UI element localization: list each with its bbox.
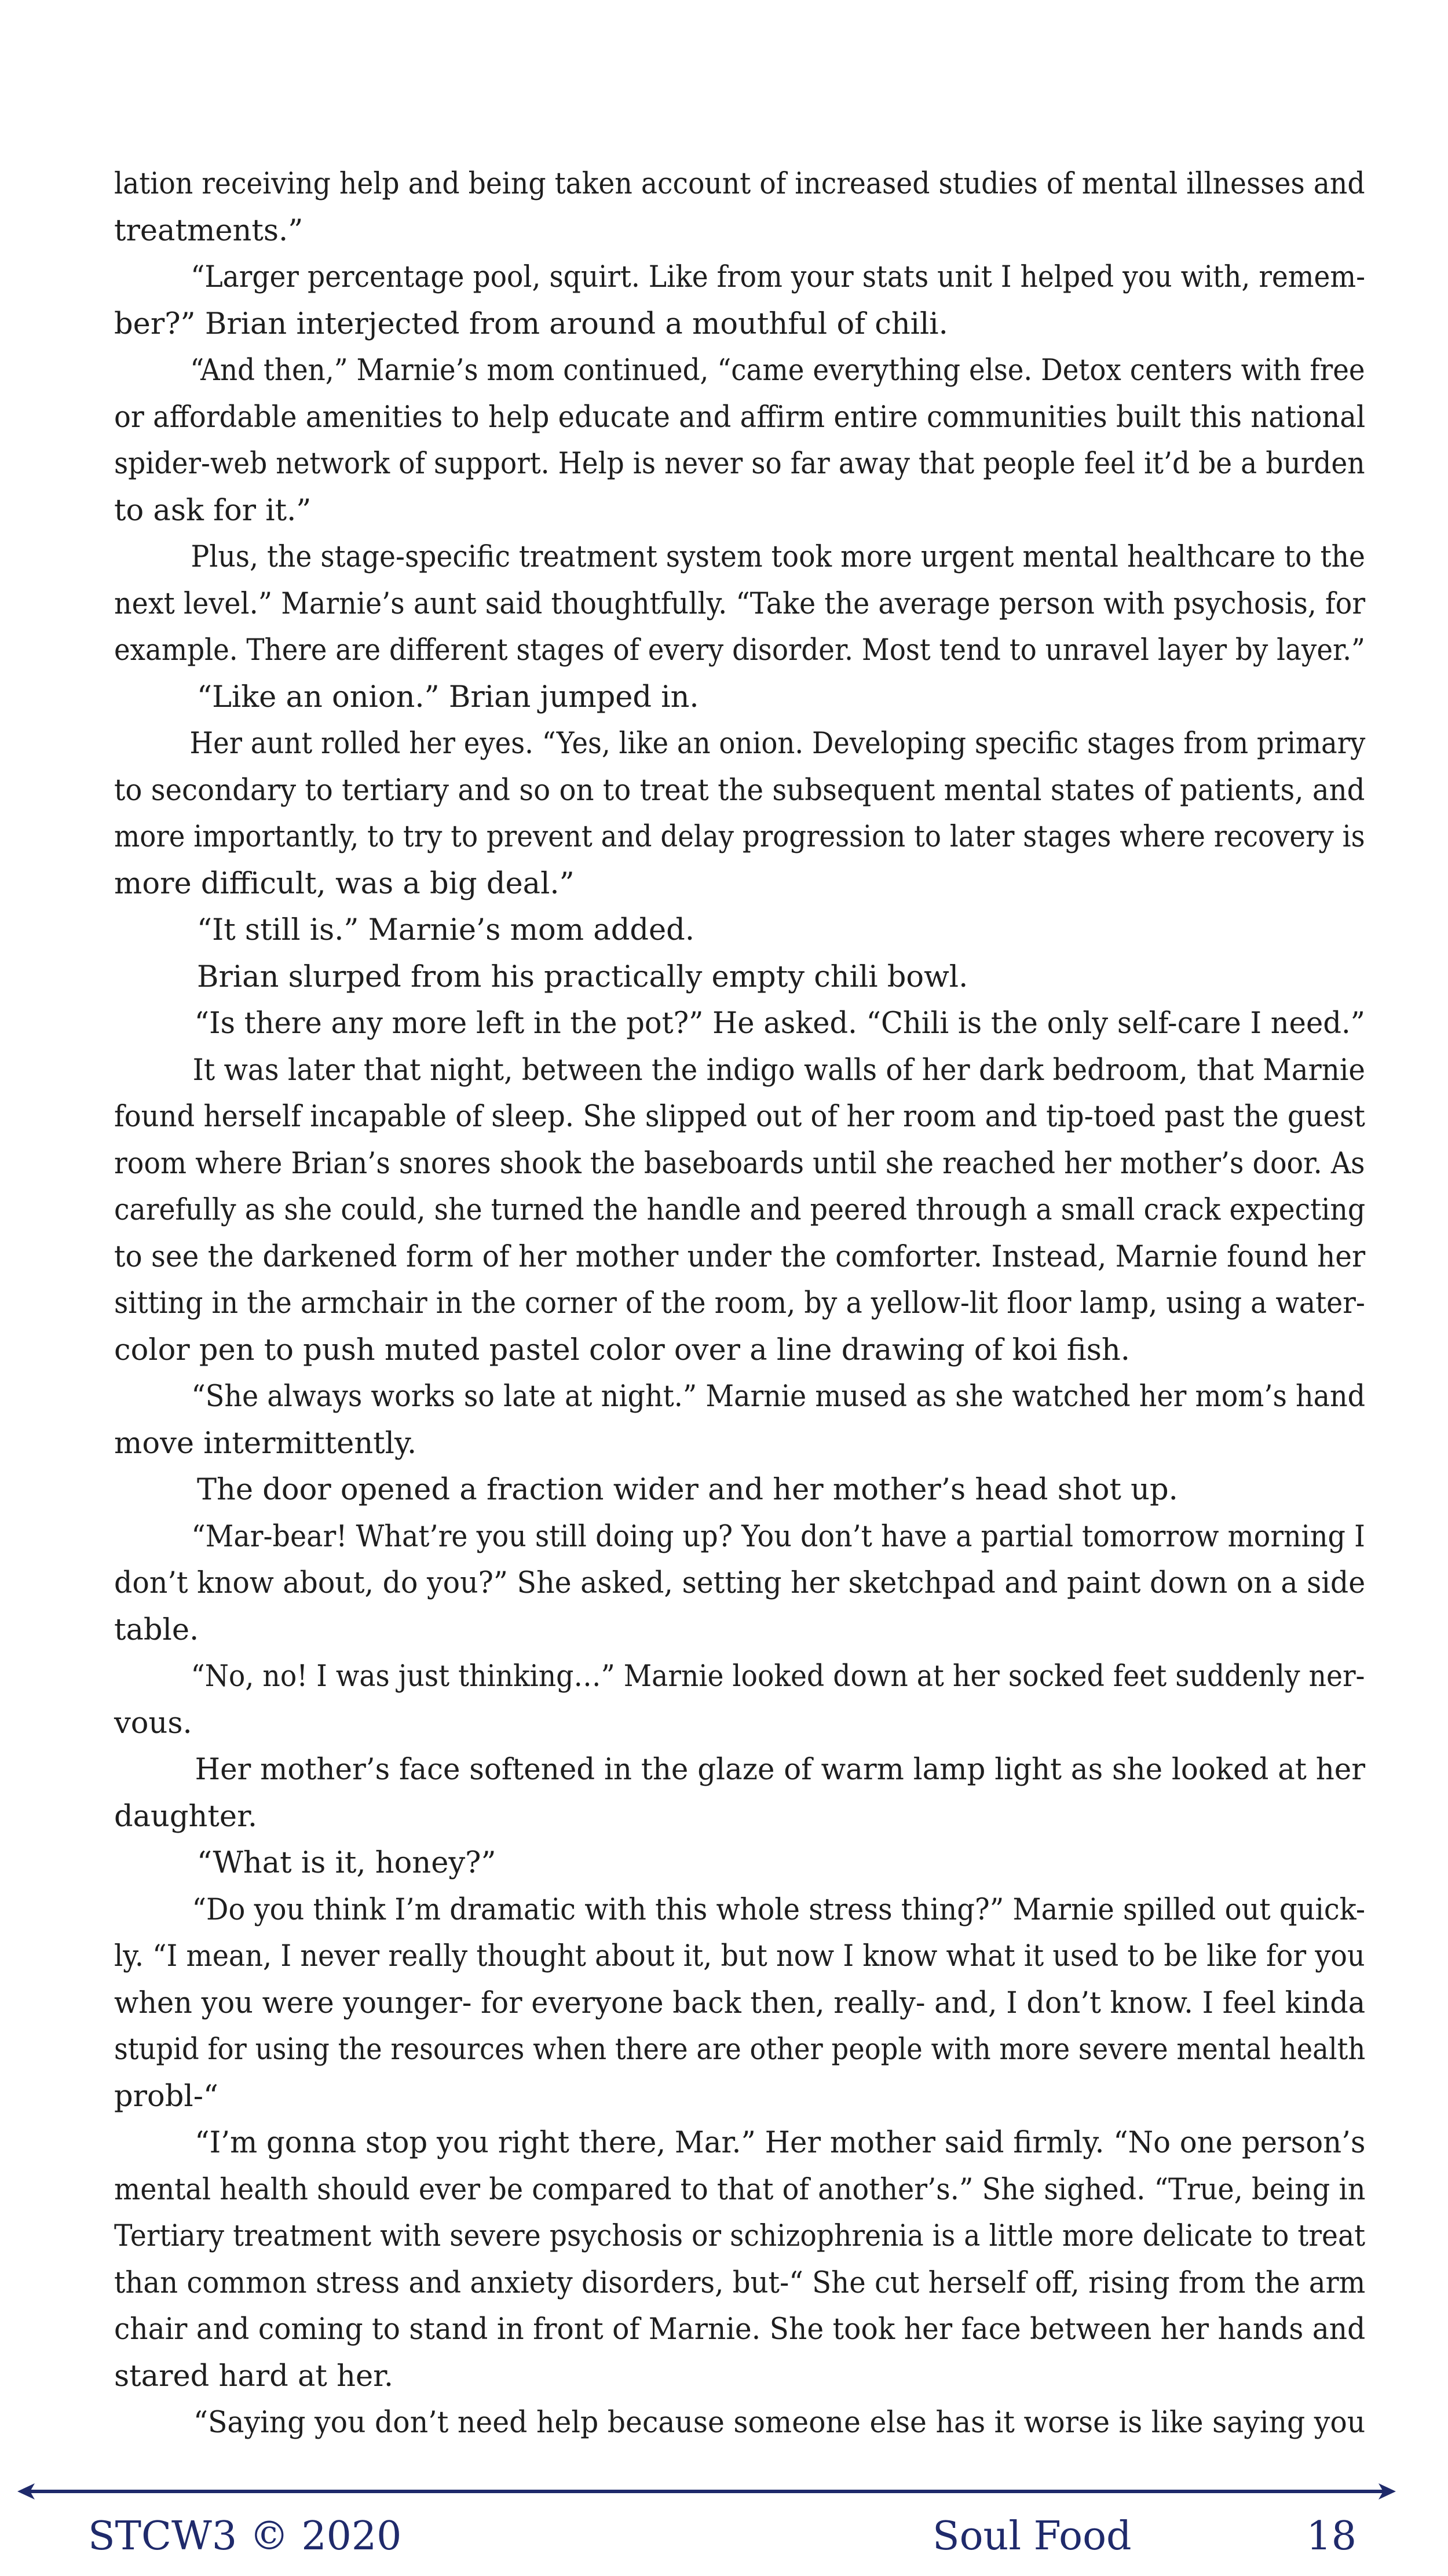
text-line: probl-“ <box>114 2079 218 2114</box>
text-line: color pen to push muted pastel color over a line drawing of koi fish. <box>114 1333 1130 1367</box>
footer-copyright: STCW3 © 2020 <box>88 2513 402 2559</box>
text-line: to see the darkened form of her mother under the comforter. Instead, Marnie found her <box>114 1239 1366 1274</box>
text-line: “Saying you don’t need help because someone else has it worse is like saying you <box>193 2406 1366 2440</box>
text-line: “She always works so late at night.” Marnie mused as she watched her mom’s hand <box>191 1380 1366 1414</box>
text-line: Her mother’s face softened in the glaze of warm lamp light as she looked at her <box>195 1753 1366 1787</box>
text-line: move intermittently. <box>114 1426 417 1461</box>
text-line: Plus, the stage-specific treatment system took more urgent mental healthcare to the <box>191 540 1365 574</box>
text-line: mental health should ever be compared to that of another’s.” She sighed. “True, being in <box>114 2172 1366 2207</box>
text-line: vous. <box>114 1706 192 1741</box>
text-line: or affordable amenities to help educate and affirm entire communities built this national <box>114 400 1366 435</box>
text-line: The door opened a fraction wider and her mother’s head shot up. <box>197 1473 1178 1507</box>
text-line: ly. “I mean, I never really thought about it, but now I know what it used to be like for you <box>114 1939 1365 1973</box>
footer-arrow-rule <box>17 2480 1396 2503</box>
text-line: stupid for using the resources when there are other people with more severe mental health <box>114 2033 1366 2067</box>
text-line: more difficult, was a big deal.” <box>114 866 575 901</box>
text-line: “What is it, honey?” <box>197 1846 496 1880</box>
text-line: to secondary to tertiary and so on to treat the subsequent mental states of patients, and <box>114 773 1365 808</box>
text-line: lation receiving help and being taken account of increased studies of mental illnesses and <box>114 167 1365 201</box>
body-text <box>114 161 1365 2447</box>
text-line: don’t know about, do you?” She asked, setting her sketchpad and paint down on a side <box>114 1566 1366 1600</box>
text-line: Her aunt rolled her eyes. “Yes, like an onion. Developing specific stages from primary <box>189 727 1366 761</box>
text-line: spider-web network of support. Help is never so far away that people feel it’d be a burden <box>114 447 1365 481</box>
text-line: Tertiary treatment with severe psychosis or schizophrenia is a little more delicate to treat <box>114 2219 1366 2253</box>
text-line: ber?” Brian interjected from around a mouthful of chili. <box>114 307 948 341</box>
footer-book-title: Soul Food <box>933 2513 1132 2559</box>
text-line: “And then,” Marnie’s mom continued, “came everything else. Detox centers with free <box>190 353 1365 388</box>
text-line: It was later that night, between the indigo walls of her dark bedroom, that Marnie <box>192 1053 1365 1088</box>
text-line: sitting in the armchair in the corner of the room, by a yellow-lit floor lamp, using a water- <box>114 1286 1365 1320</box>
text-line: chair and coming to stand in front of Marnie. She took her face between her hands and <box>114 2312 1366 2347</box>
text-line: “It still is.” Marnie’s mom added. <box>197 913 695 947</box>
page-number: 18 <box>1306 2513 1356 2559</box>
text-line: treatments.” <box>114 213 304 248</box>
text-line: found herself incapable of sleep. She slipped out of her room and tip-toed past the guest <box>114 1100 1365 1134</box>
text-line: carefully as she could, she turned the handle and peered through a small crack expecting <box>114 1193 1366 1227</box>
text-line: daughter. <box>114 1799 258 1834</box>
text-line: when you were younger- for everyone back then, really- and, I don’t know. I feel kinda <box>114 1986 1366 2020</box>
text-line: next level.” Marnie’s aunt said thoughtfully. “Take the average person with psychosis, for <box>114 586 1366 621</box>
text-line: “Mar-bear! What’re you still doing up? You don’t have a partial tomorrow morning I <box>191 1519 1365 1554</box>
text-line: “No, no! I was just thinking…” Marnie looked down at her socked feet suddenly ner- <box>191 1659 1365 1694</box>
text-line: “Do you think I’m dramatic with this whole stress thing?” Marnie spilled out quick- <box>192 1892 1366 1927</box>
text-line: “Is there any more left in the pot?” He asked. “Chili is the only self-care I need.” <box>194 1006 1365 1041</box>
text-line: to ask for it.” <box>114 493 312 528</box>
text-line: Brian slurped from his practically empty chili bowl. <box>197 959 968 994</box>
text-line: “Larger percentage pool, squirt. Like from your stats unit I helped you with, remem- <box>191 260 1366 294</box>
text-line: than common stress and anxiety disorders, but-“ She cut herself off, rising from the arm <box>114 2265 1366 2300</box>
text-line: “Like an onion.” Brian jumped in. <box>197 680 699 714</box>
text-line: example. There are different stages of every disorder. Most tend to unravel layer by layer.” <box>114 633 1365 667</box>
text-line: “I’m gonna stop you right there, Mar.” Her mother said firmly. “No one person’s <box>195 2126 1366 2160</box>
text-line: more importantly, to try to prevent and delay progression to later stages where recovery is <box>114 820 1365 854</box>
text-line: room where Brian’s snores shook the baseboards until she reached her mother’s door. As <box>114 1146 1365 1181</box>
text-line: stared hard at her. <box>114 2359 394 2393</box>
text-line: table. <box>114 1612 199 1647</box>
